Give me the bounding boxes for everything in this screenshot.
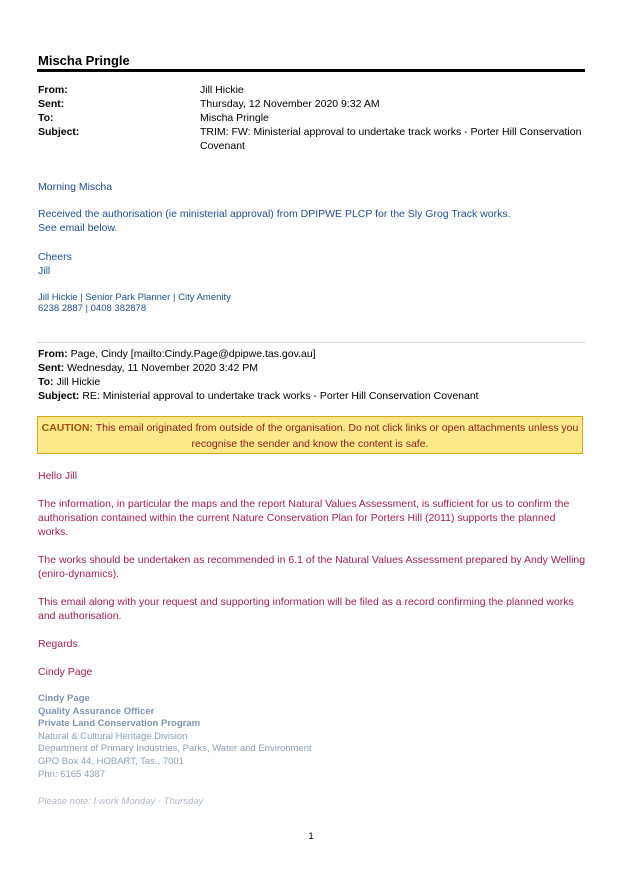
signature-division: Natural & Cultural Heritage Division [38, 730, 188, 742]
from-value: Jill Hickie [200, 84, 244, 96]
to-label: To: [38, 112, 54, 124]
caution-text: This email originated from outside of the organisation. Do not click links or open attachments unless you recognise the sender and know the content is safe. [95, 422, 579, 450]
signature-note: Please note: I work Monday - Thursday [38, 796, 204, 807]
forward-sent-label: Sent: [38, 362, 65, 374]
forward-from-label: From: [38, 348, 68, 360]
reply-line-2: See email below. [38, 222, 118, 234]
forward-to-value: Jill Hickie [56, 376, 101, 388]
signature-block [38, 693, 312, 781]
subject-value: TRIM: FW: Ministerial approval to undertake track works - Porter Hill Conservation Covenant [200, 126, 582, 152]
reply-name: Jill [38, 265, 51, 277]
forward-to-line [38, 376, 100, 388]
forward-to-label: To: [38, 376, 54, 388]
reply-closing: Cheers [38, 251, 72, 263]
reply-signature-phone: 6238 2887 | 0408 382878 [38, 303, 147, 314]
body-regards: Regards [38, 638, 78, 650]
body-paragraph-3: This email along with your request and supporting information will be filed as a record confirming the planned works and authorisation. [38, 596, 574, 622]
page-title: Mischa Pringle [38, 53, 130, 68]
title-divider [37, 69, 585, 72]
page-number: 1 [308, 831, 314, 842]
to-value: Mischa Pringle [200, 112, 269, 124]
caution-label: CAUTION: [41, 422, 93, 434]
caution-banner [37, 416, 583, 454]
reply-line-1: Received the authorisation (ie ministerial approval) from DPIPWE PLCP for the Sly Grog Track works. [38, 208, 511, 220]
from-label: From: [38, 84, 68, 96]
reply-greeting: Morning Mischa [38, 181, 113, 193]
forward-subject-line [38, 390, 479, 402]
signature-department: Department of Primary Industries, Parks, Water and Environment [38, 743, 312, 755]
reply-signature-title: Jill Hickie | Senior Park Planner | City Amenity [38, 292, 231, 303]
forward-subject-value: RE: Ministerial approval to undertake track works - Porter Hill Conservation Covenant [82, 390, 479, 402]
subject-label: Subject: [38, 126, 80, 138]
forward-from-line [38, 348, 316, 360]
signature-phone: Phn: 6165 4387 [38, 768, 106, 780]
body-greeting: Hello Jill [38, 470, 78, 482]
forward-from-value: Page, Cindy [mailto:Cindy.Page@dpipwe.tas.gov.au] [70, 348, 316, 360]
sent-label: Sent: [38, 98, 65, 110]
body-paragraph-2: The works should be undertaken as recommended in 6.1 of the Natural Values Assessment prepared by Andy Welling (eniro-dynamics). [38, 554, 586, 580]
forward-divider [37, 342, 585, 343]
body-signoff: Cindy Page [38, 666, 93, 678]
forward-subject-label: Subject: [38, 390, 80, 402]
signature-name: Cindy Page [38, 693, 90, 704]
forward-sent-line [38, 362, 258, 374]
body-paragraph-1: The information, in particular the maps and the report Natural Values Assessment, is sufficient for us to confirm the authorisation contained within the current Nature Conservation Plan for Porters Hill (2011) supports the planned works. [38, 498, 570, 538]
signature-address: GPO Box 44, HOBART, Tas., 7001 [38, 755, 184, 767]
signature-role: Quality Assurance Officer [38, 705, 155, 717]
signature-program: Private Land Conservation Program [38, 718, 201, 730]
sent-value: Thursday, 12 November 2020 9:32 AM [200, 98, 380, 110]
forward-sent-value: Wednesday, 11 November 2020 3:42 PM [67, 362, 259, 374]
